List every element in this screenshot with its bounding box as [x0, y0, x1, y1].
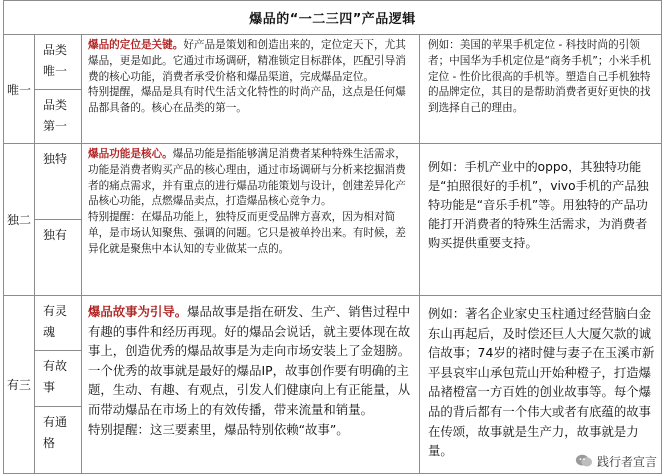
sub-cell [35, 407, 82, 474]
sub-cell [35, 351, 82, 407]
dimension-label: 有三 [6, 378, 31, 392]
example-cell [420, 144, 662, 296]
title-row [4, 1, 662, 35]
sub-cell [35, 90, 82, 144]
description-cell [82, 296, 420, 474]
description-body: 爆品功能是指能够满足消费者某种特殊生活需求，功能是消费者购买产品的核心理由，通过市场调研与分析来挖掘消费者的痛点需求，并有重点的进行爆品功能策划与设计，创建差异化产品核心功能，点燃爆品卖点，打造爆品核心竞争力。 [88, 148, 406, 208]
description-body: 爆品故事是指在研发、生产、销售过程中有趣的事件和经历再现。好的爆品会说话，就主要体现在故事上，创造优秀的爆品故事是为走向市场安装上了金翅膀。一个优秀的故事就是最好的爆品IP，故事创作要有明确的主题，生动、有趣、有观点，引发人们健康向上有正能量，从而带动爆品在市场上的有效传播，带来流量和销量。 [88, 304, 411, 417]
description-lead: 爆品故事为引导。 [88, 304, 188, 319]
sub-label: 有灵魂 [43, 304, 68, 339]
row-three-1 [4, 296, 662, 351]
sub-cell [35, 296, 82, 351]
row-unique-1 [4, 35, 662, 90]
example-cell [420, 296, 662, 474]
dimension-cell [4, 35, 35, 144]
sub-label: 品类第一 [43, 98, 68, 133]
description-note: 特别提醒：在爆品功能上，独特反而更受品牌方喜欢，因为相对简单，是市场认知聚焦、强调的问题。它只是被单拎出来。有时候，差异化就是聚焦中本认知的专业做某一点的。 [88, 211, 406, 255]
description-cell [82, 35, 420, 144]
product-logic-table [3, 0, 662, 474]
sub-label: 有通格 [43, 415, 68, 450]
description-lead: 爆品的定位是关键。 [88, 39, 184, 51]
watermark-text: 践行者宣言 [596, 454, 657, 469]
description-note: 特别提醒，爆品是具有时代生活文化特性的时尚产品，这点是任何爆品都具备的。核心在品类的第一。 [88, 86, 406, 115]
sub-cell [35, 144, 82, 220]
example-text: 例如：美国的苹果手机定位 - 科技时尚的引领者；中国华为手机定位是“商务手机”；小米手机定位 - 性价比很高的手机等。塑造自己手机独特的品牌定位，其目的是帮助消费者更好更快的找到选择自己的理由。 [428, 39, 651, 115]
sub-cell [35, 220, 82, 296]
dimension-cell [4, 144, 35, 296]
dimension-label: 唯一 [6, 82, 31, 97]
table-title: 爆品的“一二三四”产品逻辑 [249, 12, 416, 27]
row-unique-feature-1 [4, 144, 662, 220]
example-text: 例如：著名企业家史玉柱通过经营脑白金东山再起后，及时偿还巨人大厦欠款的诚信故事；74岁的褚时健与妻子在玉溪市新平县哀牢山承包荒山开始种橙子，打造爆品褚橙富一方百姓的创业故事等。每个爆品的背后都有一个伟大或者有底蕴的故事在传颂，故事就是生产力，故事就是力量。 [428, 306, 655, 459]
description-cell [82, 144, 420, 296]
sub-label: 品类唯一 [43, 43, 68, 78]
description-note: 特别提醒：这三要素里，爆品特别依赖“故事”。 [88, 421, 349, 437]
dimension-label: 独二 [6, 213, 31, 227]
watermark [573, 450, 659, 472]
dimension-cell [4, 296, 35, 474]
sub-label: 独有 [43, 228, 68, 242]
example-cell [420, 35, 662, 144]
sub-cell [35, 35, 82, 90]
description-body: 好产品是策划和创造出来的，定位定天下，尤其爆品，更是如此。它通过市场调研，精准锁定目标群体，匹配引导消费的核心功能，消费者承受价格和爆品渠道，完成爆品定位。 [88, 39, 406, 83]
title-cell [4, 1, 662, 35]
sub-label: 有故事 [43, 359, 68, 394]
example-text: 例如：手机产业中的oppo，其独特功能是“拍照很好的手机”，vivo手机的产品独特功能是“音乐手机”等。用独特的产品功能打开消费者的特殊生活需求，为消费者购买提供重要支持。 [428, 160, 649, 250]
sub-label: 独特 [43, 152, 68, 166]
chat-bubble-icon [575, 452, 593, 470]
description-lead: 爆品功能是核心。 [88, 148, 173, 160]
